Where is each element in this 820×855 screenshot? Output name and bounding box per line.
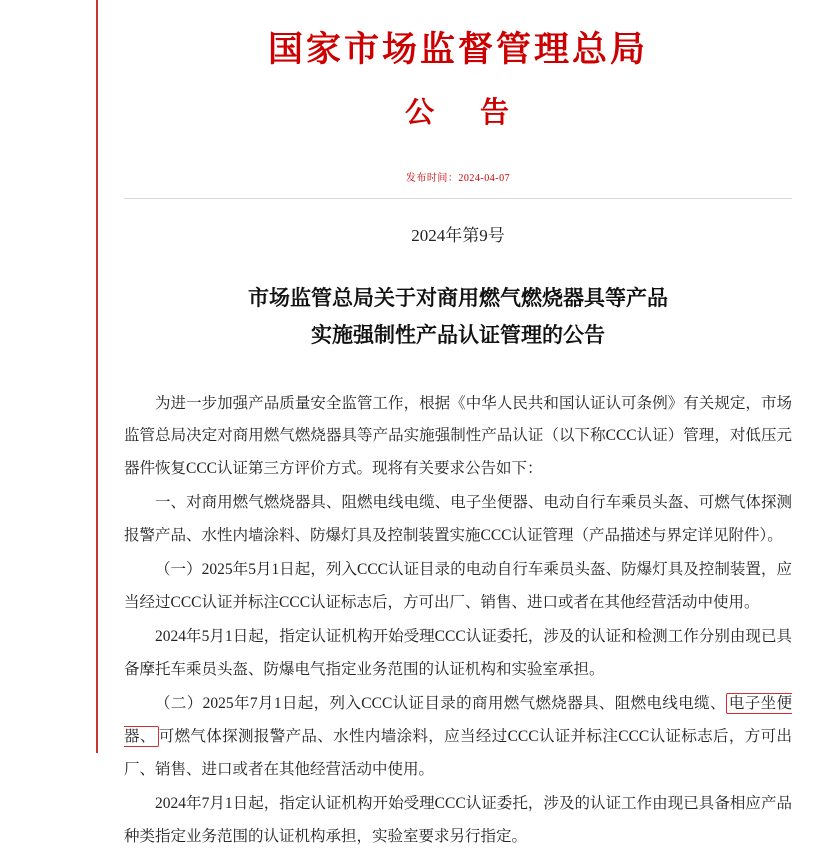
body-paragraph-1: 为进一步加强产品质量安全监管工作，根据《中华人民共和国认证认可条例》有关规定，市场监管总局决定对商用燃气燃烧器具等产品实施强制性产品认证（以下称CCC认证）管理，对低压元器件恢复CCC认证第三方评价方式。现将有关要求公告如下： <box>124 394 792 477</box>
body-paragraph-5 <box>124 688 792 786</box>
header-divider <box>124 198 792 199</box>
body-paragraph-6: 2024年7月1日起，指定认证机构开始受理CCC认证委托，涉及的认证工作由现已具备相应产品种类指定业务范围的认证机构承担，实验室要求另行指定。 <box>124 795 792 845</box>
body-paragraph-2: 一、对商用燃气燃烧器具、阻燃电线电缆、电子坐便器、电动自行车乘员头盔、可燃气体探测报警产品、水性内墙涂料、防爆灯具及控制装置实施CCC认证管理（产品描述与界定详见附件）。 <box>124 494 792 544</box>
document-body <box>124 388 792 854</box>
body-paragraph-5-before: （二）2025年7月1日起，列入CCC认证目录的商用燃气燃烧器具、阻燃电线电缆、 <box>155 695 726 713</box>
highlighted-term: 电子坐便器、 <box>124 695 792 745</box>
body-paragraph-5-after: 可燃气体探测报警产品、水性内墙涂料，应当经过CCC认证并标注CCC认证标志后，方可出厂、销售、进口或者在其他经营活动中使用。 <box>124 727 792 778</box>
document-number: 2024年第9号 <box>411 226 505 245</box>
organization-title: 国家市场监督管理总局 <box>267 30 648 69</box>
page-title-line-2: 实施强制性产品认证管理的公告 <box>311 322 605 347</box>
body-paragraph-4: 2024年5月1日起，指定认证机构开始受理CCC认证委托，涉及的认证和检测工作分别由现已具备摩托车乘员头盔、防爆电气指定业务范围的认证机构和实验室承担。 <box>124 628 792 678</box>
document-content <box>96 0 820 855</box>
document-kind-right: 告 <box>480 97 512 129</box>
page-title <box>124 280 792 354</box>
page-title-line-1: 市场监管总局关于对商用燃气燃烧器具等产品 <box>248 286 668 310</box>
body-paragraph-3: （一）2025年5月1日起，列入CCC认证目录的电动自行车乘员头盔、防爆灯具及控制装置，应当经过CCC认证并标注CCC认证标志后，方可出厂、销售、进口或者在其他经营活动中使用。 <box>124 561 792 611</box>
document-kind <box>124 90 792 131</box>
document-kind-left: 公 <box>404 97 436 129</box>
publish-date: 发布时间：2024-04-07 <box>405 173 511 184</box>
